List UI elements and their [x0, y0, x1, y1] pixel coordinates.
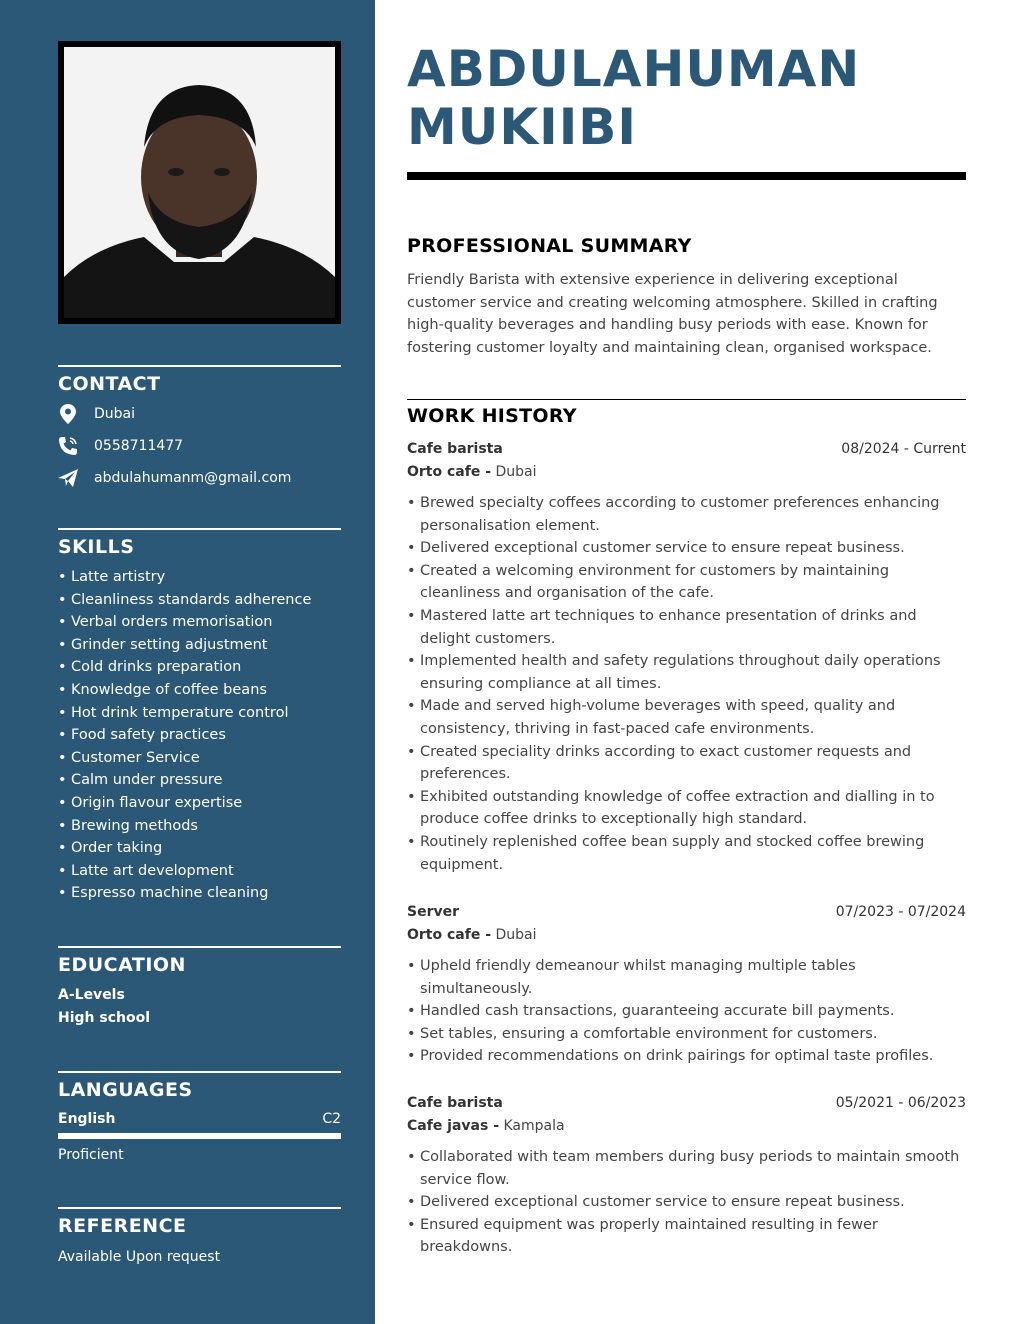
job-entry	[407, 438, 966, 876]
job-bullet: • Brewed specialty coffees according to customer preferences enhancing personalisation element.	[407, 492, 966, 537]
education-title: EDUCATION	[58, 954, 186, 976]
job-bullets	[407, 1146, 966, 1259]
job-bullet: • Routinely replenished coffee bean supply and stocked coffee brewing equipment.	[407, 831, 966, 876]
skill-item: • Hot drink temperature control	[58, 702, 341, 725]
reference-section	[58, 1207, 341, 1265]
profile-photo	[58, 41, 341, 324]
work-history-divider	[407, 399, 966, 400]
job-bullets	[407, 492, 966, 876]
sidebar	[0, 0, 375, 1324]
job-bullet: • Delivered exceptional customer service to ensure repeat business.	[407, 537, 966, 560]
job-dates: 07/2023 - 07/2024	[835, 904, 966, 920]
skills-section	[58, 528, 341, 905]
education-section	[58, 946, 341, 1030]
skill-item: • Customer Service	[58, 747, 341, 770]
email-text: abdulahumanm@gmail.com	[94, 470, 292, 486]
skill-item: • Verbal orders memorisation	[58, 611, 341, 634]
name-divider	[407, 172, 966, 180]
skill-item: • Latte artistry	[58, 566, 341, 589]
location-pin-icon	[58, 404, 78, 424]
job-dates: 08/2024 - Current	[841, 441, 966, 457]
education-line: High school	[58, 1010, 151, 1026]
job-entry	[407, 901, 966, 1068]
contact-section	[58, 365, 341, 494]
job-company: Orto cafe - Dubai	[407, 464, 537, 480]
job-company: Cafe javas - Kampala	[407, 1118, 565, 1134]
skill-item: • Espresso machine cleaning	[58, 882, 341, 905]
job-entry	[407, 1092, 966, 1259]
language-code: C2	[322, 1111, 341, 1127]
phone-text: 0558711477	[94, 438, 184, 454]
job-bullet: • Delivered exceptional customer service to ensure repeat business.	[407, 1191, 966, 1214]
job-bullet: • Mastered latte art techniques to enhance presentation of drinks and delight customers.	[407, 605, 966, 650]
job-bullet: • Collaborated with team members during busy periods to maintain smooth service flow.	[407, 1146, 966, 1191]
contact-location	[58, 398, 341, 430]
job-bullets	[407, 955, 966, 1068]
skill-item: • Brewing methods	[58, 815, 341, 838]
job-title: Cafe barista	[407, 441, 503, 457]
summary-title: PROFESSIONAL SUMMARY	[407, 235, 692, 257]
language-level: Proficient	[58, 1147, 124, 1163]
job-bullet: • Ensured equipment was properly maintained resulting in fewer breakdowns.	[407, 1214, 966, 1259]
job-bullet: • Set tables, ensuring a comfortable environment for customers.	[407, 1023, 966, 1046]
skill-item: • Knowledge of coffee beans	[58, 679, 341, 702]
job-bullet: • Exhibited outstanding knowledge of coffee extraction and dialling in to produce coffee drinks to exceptionally high standard.	[407, 786, 966, 831]
job-bullet: • Provided recommendations on drink pairings for optimal taste profiles.	[407, 1045, 966, 1068]
first-name: ABDULAHUMAN	[407, 40, 861, 98]
work-history-title: WORK HISTORY	[407, 405, 577, 427]
job-title: Server	[407, 904, 460, 920]
skill-item: • Cleanliness standards adherence	[58, 589, 341, 612]
job-bullet: • Created a welcoming environment for customers by maintaining cleanliness and organisation of the cafe.	[407, 560, 966, 605]
job-bullet: • Created speciality drinks according to exact customer requests and preferences.	[407, 741, 966, 786]
job-bullet: • Upheld friendly demeanour whilst managing multiple tables simultaneously.	[407, 955, 966, 1000]
skill-item: • Cold drinks preparation	[58, 656, 341, 679]
contact-title: CONTACT	[58, 373, 161, 395]
reference-text: Available Upon request	[58, 1249, 221, 1265]
skill-item: • Order taking	[58, 837, 341, 860]
skill-item: • Latte art development	[58, 860, 341, 883]
last-name: MUKIIBI	[407, 98, 638, 156]
contact-phone[interactable]	[58, 430, 341, 462]
job-bullet: • Handled cash transactions, guaranteeing accurate bill payments.	[407, 1000, 966, 1023]
skills-title: SKILLS	[58, 536, 135, 558]
send-icon	[58, 468, 78, 488]
person-portrait-icon	[64, 47, 335, 318]
job-bullet: • Implemented health and safety regulations throughout daily operations ensuring compliance at all times.	[407, 650, 966, 695]
candidate-name	[407, 40, 860, 156]
education-line: A-Levels	[58, 987, 125, 1003]
language-name: English	[58, 1111, 116, 1127]
location-text: Dubai	[94, 406, 136, 422]
job-title: Cafe barista	[407, 1095, 503, 1111]
summary-text: Friendly Barista with extensive experience in delivering exceptional customer service and creating welcoming atmosphere. Skilled in crafting high-quality beverages and handling busy periods with ease. Known for fostering customer loyalty and maintaining clean, organised workspace.	[407, 272, 938, 356]
languages-section	[58, 1071, 341, 1163]
phone-icon	[58, 436, 78, 456]
reference-title: REFERENCE	[58, 1215, 187, 1237]
skill-item: • Grinder setting adjustment	[58, 634, 341, 657]
skill-item: • Calm under pressure	[58, 769, 341, 792]
job-dates: 05/2021 - 06/2023	[835, 1095, 966, 1111]
job-bullet: • Made and served high-volume beverages with speed, quality and consistency, thriving in fast-paced cafe environments.	[407, 695, 966, 740]
skill-item: • Origin flavour expertise	[58, 792, 341, 815]
contact-email[interactable]	[58, 462, 341, 494]
language-proficiency-bar	[58, 1133, 341, 1139]
skill-item: • Food safety practices	[58, 724, 341, 747]
job-company: Orto cafe - Dubai	[407, 927, 537, 943]
skills-list	[58, 566, 341, 905]
languages-title: LANGUAGES	[58, 1079, 193, 1101]
